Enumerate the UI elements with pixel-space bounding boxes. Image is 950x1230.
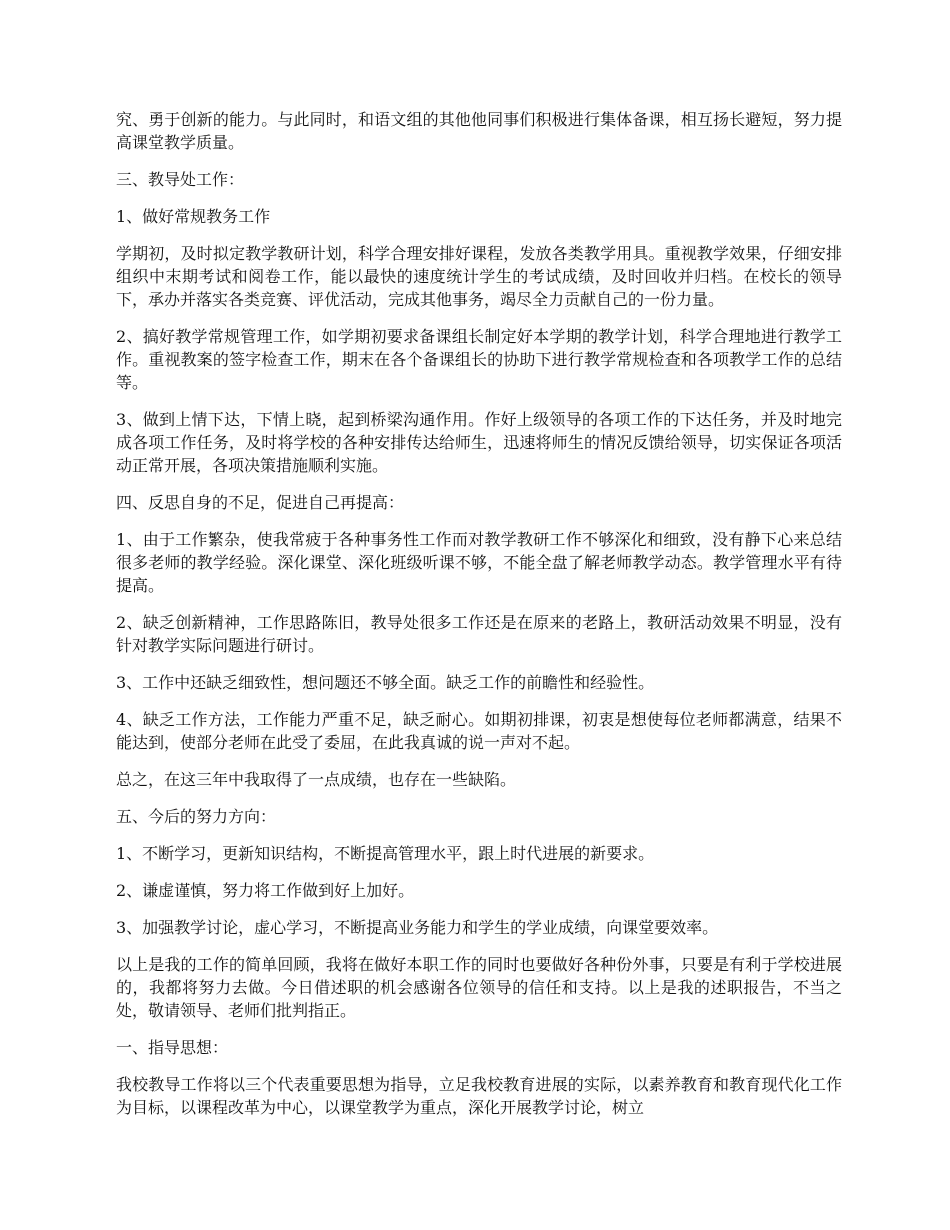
- paragraph: 3、加强教学讨论，虚心学习，不断提高业务能力和学生的学业成绩，向课堂要效率。: [116, 918, 719, 937]
- section-heading-1: 一、指导思想：: [116, 1038, 229, 1057]
- document-page: [116, 108, 842, 1133]
- summary-line: 总之，在这三年中我取得了一点成绩，也存在一些缺陷。: [116, 770, 517, 789]
- paragraph: 3、工作中还缺乏细致性，想问题还不够全面。缺乏工作的前瞻性和经验性。: [116, 673, 655, 692]
- paragraph: 2、搞好教学常规管理工作，如学期初要求备课组长制定好本学期的教学计划，科学合理地进行教学工作。重视教案的签字检查工作，期末在各个备课组长的协助下进行教学常规检查和各项教学工作的总结等。: [116, 327, 842, 392]
- paragraph: 2、缺乏创新精神，工作思路陈旧，教导处很多工作还是在原来的老路上，教研活动效果不明显，没有针对教学实际问题进行研讨。: [116, 613, 842, 655]
- section-heading-4: 四、反思自身的不足，促进自己再提高：: [116, 493, 405, 512]
- paragraph-continuation: 究、勇于创新的能力。与此同时，和语文组的其他他同事们积极进行集体备课，相互扬长避短，努力提高课堂教学质量。: [116, 110, 842, 152]
- paragraph: 3、做到上情下达，下情上晓，起到桥梁沟通作用。作好上级领导的各项工作的下达任务，并及时地完成各项工作任务，及时将学校的各种安排传达给师生，迅速将师生的情况反馈给领导，切实保证各项活动正常开展，各项决策措施顺利实施。: [116, 410, 842, 475]
- paragraph: 2、谦虚谨慎，努力将工作做到好上加好。: [116, 881, 415, 900]
- paragraph: 1、不断学习，更新知识结构，不断提高管理水平，跟上时代进展的新要求。: [116, 844, 655, 863]
- paragraph: 4、缺乏工作方法，工作能力严重不足，缺乏耐心。如期初排课，初衷是想使每位老师都满意，结果不能达到，使部分老师在此受了委屈，在此我真诚的说一声对不起。: [116, 710, 842, 752]
- section-heading-3: 三、教导处工作：: [116, 170, 245, 189]
- paragraph: 1、由于工作繁杂，使我常疲于各种事务性工作而对教学教研工作不够深化和细致，没有静下心来总结很多老师的教学经验。深化课堂、深化班级听课不够，不能全盘了解老师教学动态。教学管理水平有待提高。: [116, 530, 842, 595]
- paragraph: 我校教导工作将以三个代表重要思想为指导，立足我校教育进展的实际，以素养教育和教育现代化工作为目标，以课程改革为中心，以课堂教学为重点，深化开展教学讨论，树立: [116, 1075, 842, 1117]
- paragraph: 学期初，及时拟定教学教研计划，科学合理安排好课程，发放各类教学用具。重视教学效果，仔细安排组织中末期考试和阅卷工作，能以最快的速度统计学生的考试成绩，及时回收并归档。在校长的领导下，承办并落实各类竞赛、评优活动，完成其他事务，竭尽全力贡献自己的一份力量。: [116, 244, 842, 309]
- item-heading: 1、做好常规教务工作: [116, 207, 271, 226]
- section-heading-5: 五、今后的努力方向：: [116, 807, 277, 826]
- paragraph: 以上是我的工作的简单回顾，我将在做好本职工作的同时也要做好各种份外事，只要是有利于学校进展的，我都将努力去做。今日借述职的机会感谢各位领导的信任和支持。以上是我的述职报告，不当之处，敬请领导、老师们批判指正。: [116, 955, 842, 1020]
